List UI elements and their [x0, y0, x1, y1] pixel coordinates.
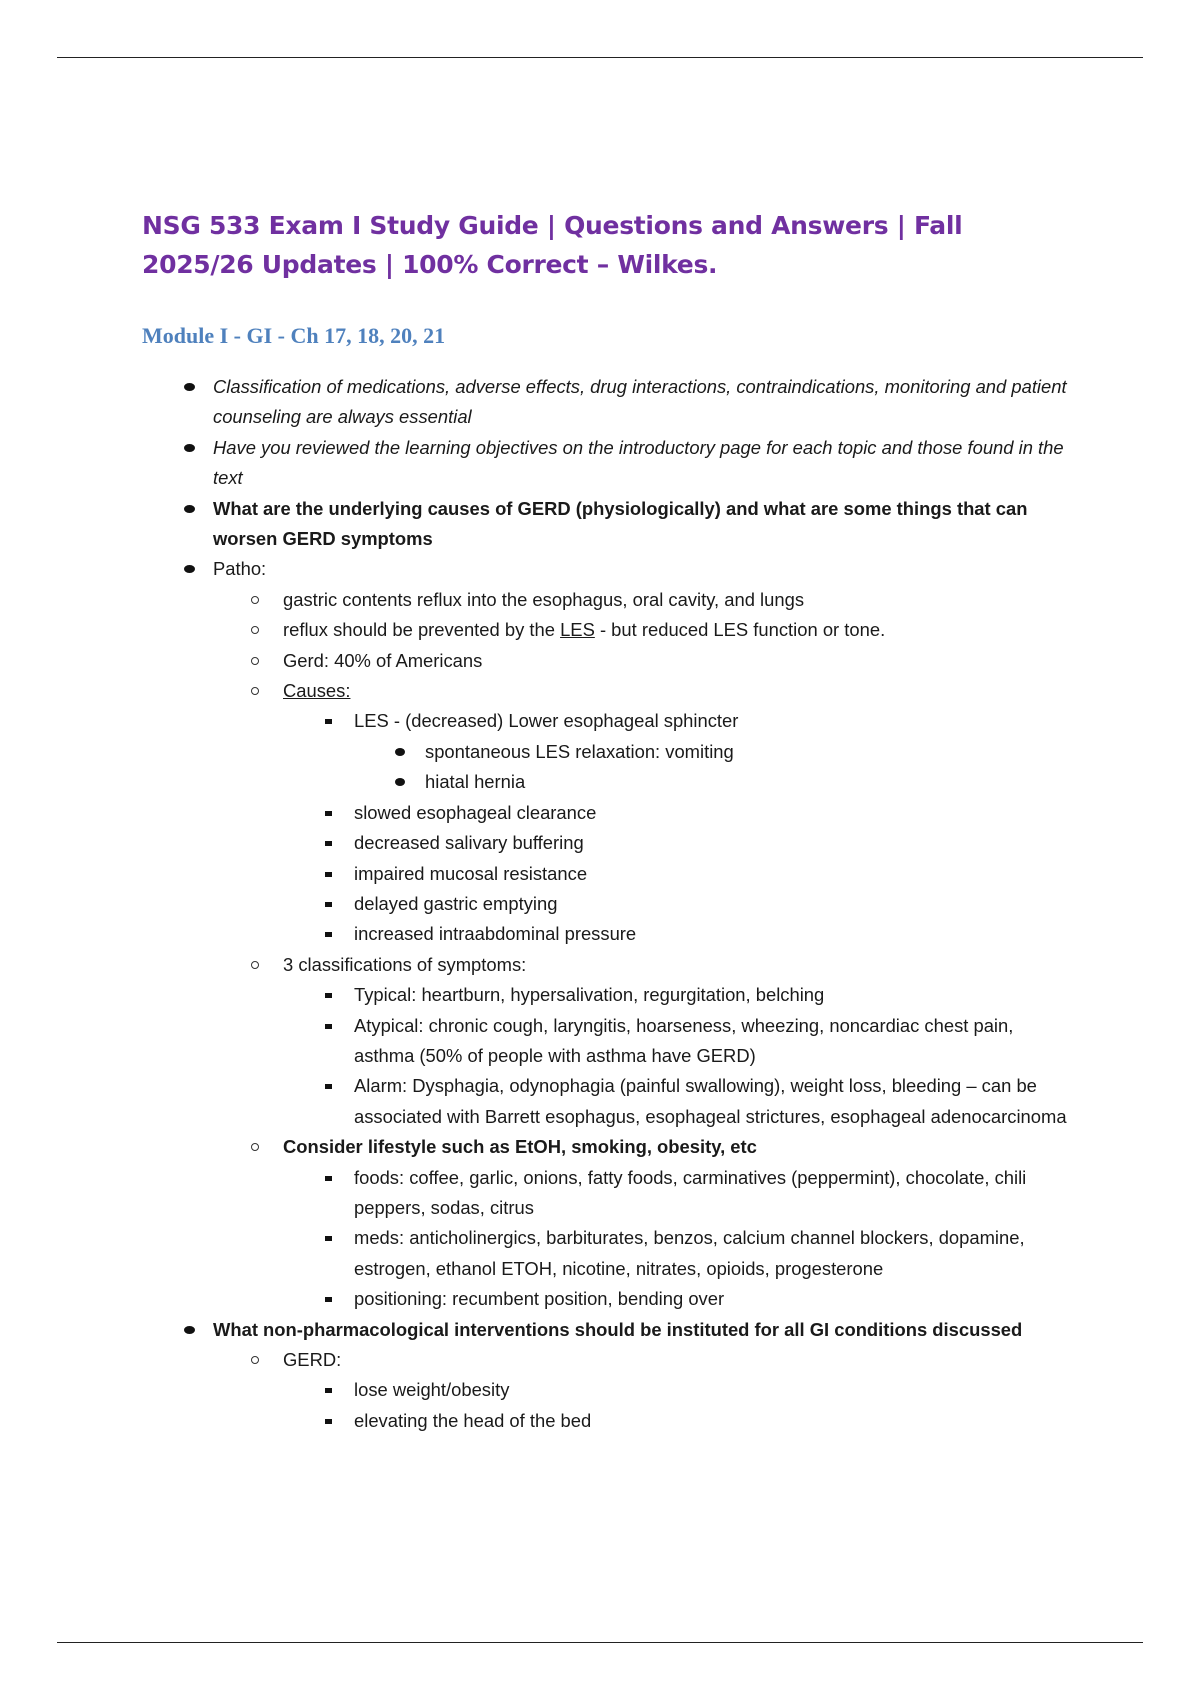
square-bullet-icon [325, 1297, 332, 1302]
list-item: What are the underlying causes of GERD (physiologically) and what are some things that can worsen GERD symptoms [0, 494, 1200, 555]
square-bullet-icon [325, 841, 332, 846]
list-item: lose weight/obesity [0, 1375, 1200, 1405]
list-item: Causes: [0, 676, 1200, 706]
list-item: foods: coffee, garlic, onions, fatty foods, carminatives (peppermint), chocolate, chili peppers, sodas, citrus [0, 1163, 1200, 1224]
bullet-icon [184, 1326, 195, 1334]
square-bullet-icon [325, 993, 332, 998]
bullet-icon [395, 778, 405, 786]
square-bullet-icon [325, 872, 332, 877]
circle-bullet-icon [251, 596, 259, 604]
bullet-icon [395, 748, 405, 756]
bullet-icon [184, 505, 195, 513]
list-item: increased intraabdominal pressure [0, 919, 1200, 949]
list-item: 3 classifications of symptoms: [0, 950, 1200, 980]
list-item: Alarm: Dysphagia, odynophagia (painful swallowing), weight loss, bleeding – can be associated with Barrett esophagus, esophageal strictures, esophageal adenocarcinoma [0, 1071, 1200, 1132]
list-item: GERD: [0, 1345, 1200, 1375]
list-item: Atypical: chronic cough, laryngitis, hoarseness, wheezing, noncardiac chest pain, asthma (50% of people with asthma have GERD) [0, 1011, 1200, 1072]
list-item: elevating the head of the bed [0, 1406, 1200, 1436]
list-item: meds: anticholinergics, barbiturates, benzos, calcium channel blockers, dopamine, estrogen, ethanol ETOH, nicotine, nitrates, opioids, progesterone [0, 1223, 1200, 1284]
square-bullet-icon [325, 1388, 332, 1393]
circle-bullet-icon [251, 1356, 259, 1364]
footer-rule [57, 1642, 1143, 1643]
header-rule [57, 57, 1143, 58]
study-guide-outline [0, 372, 1200, 1436]
square-bullet-icon [325, 902, 332, 907]
square-bullet-icon [325, 1176, 332, 1181]
list-item: decreased salivary buffering [0, 828, 1200, 858]
list-item: positioning: recumbent position, bending over [0, 1284, 1200, 1314]
circle-bullet-icon [251, 657, 259, 665]
bullet-icon [184, 383, 195, 391]
module-heading: Module I - GI - Ch 17, 18, 20, 21 [142, 323, 446, 348]
list-item: Have you reviewed the learning objectives on the introductory page for each topic and those found in the text [0, 433, 1200, 494]
circle-bullet-icon [251, 687, 259, 695]
list-item: Gerd: 40% of Americans [0, 646, 1200, 676]
square-bullet-icon [325, 932, 332, 937]
square-bullet-icon [325, 1419, 332, 1424]
list-item: Classification of medications, adverse effects, drug interactions, contraindications, monitoring and patient counseling are always essential [0, 372, 1200, 433]
list-item: Typical: heartburn, hypersalivation, regurgitation, belching [0, 980, 1200, 1010]
circle-bullet-icon [251, 1143, 259, 1151]
square-bullet-icon [325, 811, 332, 816]
document-title: NSG 533 Exam I Study Guide | Questions and Answers | Fall 2025/26 Updates | 100% Correct – Wilkes. [142, 211, 963, 279]
square-bullet-icon [325, 1024, 332, 1029]
list-item: hiatal hernia [0, 767, 1200, 797]
square-bullet-icon [325, 719, 332, 724]
list-item: reflux should be prevented by the LES - but reduced LES function or tone. [0, 615, 1200, 645]
list-item: spontaneous LES relaxation: vomiting [0, 737, 1200, 767]
bullet-icon [184, 565, 195, 573]
list-item: impaired mucosal resistance [0, 859, 1200, 889]
list-item: Consider lifestyle such as EtOH, smoking, obesity, etc [0, 1132, 1200, 1162]
circle-bullet-icon [251, 961, 259, 969]
list-item: Patho: [0, 554, 1200, 584]
list-item: gastric contents reflux into the esophagus, oral cavity, and lungs [0, 585, 1200, 615]
circle-bullet-icon [251, 626, 259, 634]
square-bullet-icon [325, 1084, 332, 1089]
list-item: slowed esophageal clearance [0, 798, 1200, 828]
square-bullet-icon [325, 1236, 332, 1241]
bullet-icon [184, 444, 195, 452]
list-item: LES - (decreased) Lower esophageal sphincter [0, 706, 1200, 736]
list-item: What non-pharmacological interventions should be instituted for all GI conditions discussed [0, 1315, 1200, 1345]
list-item: delayed gastric emptying [0, 889, 1200, 919]
